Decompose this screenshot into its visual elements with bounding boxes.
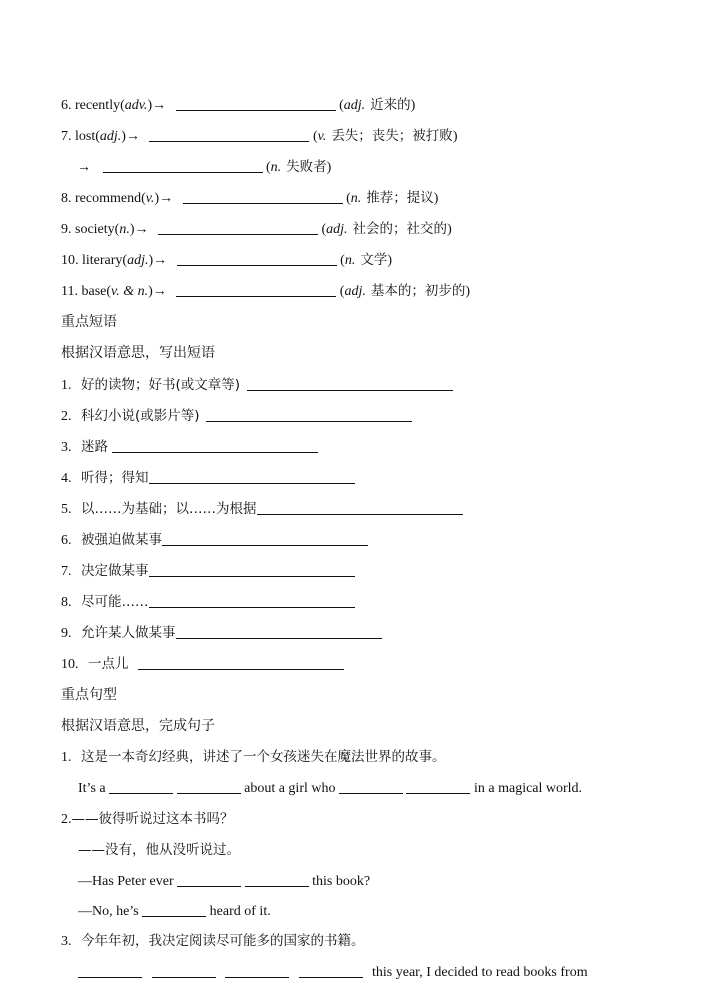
item-number: 7. — [61, 129, 72, 144]
vocab-item-8: 8. recommend(v.)→ (n. 推荐；提议) — [61, 190, 439, 206]
answer-blank[interactable] — [183, 189, 343, 204]
sentence-prompt: 这是一本奇幻经典，讲述了一个女孩迷失在魔法世界的故事。 — [81, 749, 446, 765]
arrow-icon: → — [77, 160, 91, 175]
answer-blank[interactable] — [177, 251, 337, 266]
phrase-prompt: 好的读物；好书(或文章等) — [81, 377, 241, 393]
answer-blank[interactable] — [299, 963, 363, 978]
hint-meaning: 丢失；丧失；被打败 — [331, 128, 453, 144]
sentence-text: —No, he’s — [78, 904, 139, 919]
arrow-icon: → — [153, 253, 168, 268]
phrase-item-6 — [61, 531, 368, 550]
vocab-word: base( — [81, 284, 112, 299]
hint-pos: n. — [350, 191, 362, 206]
sentence-text: heard of it. — [209, 904, 271, 919]
hint-meaning: 近来的 — [370, 97, 411, 113]
phrase-item-2 — [61, 407, 412, 426]
sentence-prompt: ——彼得听说过这本书吗？ — [71, 811, 234, 827]
vocab-word: recently( — [75, 98, 125, 113]
vocab-item-7: 7. lost(adj.)→ (v. 丢失；丧失；被打败) — [61, 128, 458, 144]
paren-close: ) — [148, 253, 154, 268]
answer-blank[interactable] — [257, 500, 463, 515]
sentence-prompt: ——没有，他从没听说过。 — [78, 842, 240, 858]
phrase-item-3 — [61, 438, 318, 457]
item-number: 7. — [61, 564, 72, 579]
item-number: 3. — [61, 934, 72, 949]
item-number: 8. — [61, 595, 72, 610]
answer-blank[interactable] — [176, 282, 336, 297]
answer-blank[interactable] — [177, 872, 241, 887]
phrases-heading: 重点短语 — [61, 314, 117, 330]
hint-meaning: 失败者 — [286, 159, 327, 175]
item-number: 4. — [61, 471, 72, 486]
phrase-prompt: 听得；得知 — [81, 470, 149, 486]
answer-blank[interactable] — [162, 531, 368, 546]
sentences-instruction: 根据汉语意思，完成句子 — [61, 718, 215, 734]
item-number: 6. — [61, 98, 72, 113]
sentence-text: this year, I decided to read books from — [372, 965, 588, 980]
hint-pos: v. — [317, 129, 327, 144]
item-number: 10. — [61, 253, 79, 268]
phrase-item-10 — [61, 655, 344, 674]
phrase-prompt: 决定做某事 — [81, 563, 149, 579]
item-number: 8. — [61, 191, 72, 206]
sentence-3-en — [78, 963, 588, 982]
phrase-prompt: 一点儿 — [88, 656, 129, 672]
paren-close: ) — [121, 129, 126, 144]
answer-blank[interactable] — [339, 779, 403, 794]
answer-blank[interactable] — [138, 655, 344, 670]
vocab-item-6: 6. recently(adv.)→ (adj. 近来的) — [61, 97, 416, 113]
phrase-item-5 — [61, 500, 463, 519]
item-number: 6. — [61, 533, 72, 548]
vocab-item-9: 9. society(n.)→ (adj. 社会的；社交的) — [61, 221, 452, 237]
sentence-2-cn-answer — [78, 841, 240, 860]
answer-blank[interactable] — [109, 779, 173, 794]
sentence-text: It’s a — [78, 781, 106, 796]
sentence-prompt: 今年年初，我决定阅读尽可能多的国家的书籍。 — [81, 933, 365, 949]
hint-pos: n. — [270, 160, 282, 175]
vocab-item-10: 10. literary(adj.)→ (n. 文学) — [61, 252, 392, 268]
part-of-speech: adj. — [99, 129, 122, 144]
answer-blank[interactable] — [149, 469, 355, 484]
sentence-3-cn — [61, 932, 365, 951]
sentence-text: this book? — [312, 874, 371, 889]
phrase-item-8 — [61, 593, 355, 612]
phrase-item-4 — [61, 469, 355, 488]
answer-blank[interactable] — [142, 902, 206, 917]
hint-meaning: 推荐；提议 — [366, 190, 434, 206]
item-number: 5. — [61, 502, 72, 517]
phrase-prompt: 允许某人做某事 — [81, 625, 176, 641]
phrase-item-9 — [61, 624, 382, 643]
phrase-prompt: 以……为基础；以……为根据 — [81, 501, 257, 517]
sentence-text: about a girl who — [244, 781, 336, 796]
answer-blank[interactable] — [245, 872, 309, 887]
hint-pos: n. — [344, 253, 356, 268]
answer-blank[interactable] — [247, 376, 453, 391]
sentence-2-num — [61, 810, 234, 829]
phrase-prompt: 尽可能…… — [81, 594, 149, 610]
item-number: 10. — [61, 657, 79, 672]
answer-blank[interactable] — [149, 562, 355, 577]
answer-blank[interactable] — [206, 407, 412, 422]
vocab-item-7b: → (n. 失败者) — [77, 159, 332, 175]
answer-blank[interactable] — [149, 127, 309, 142]
phrase-item-7 — [61, 562, 355, 581]
paren-close: ) — [129, 222, 135, 237]
hint-pos: adj. — [343, 98, 366, 113]
phrases-instruction: 根据汉语意思，写出短语 — [61, 345, 215, 361]
vocab-word: literary( — [82, 253, 128, 268]
answer-blank[interactable] — [176, 96, 336, 111]
hint-meaning: 社会的；社交的 — [352, 221, 448, 237]
phrase-prompt: 被强迫做某事 — [81, 532, 162, 548]
item-number: 2. — [61, 812, 72, 827]
paren-close: ) — [147, 98, 153, 113]
part-of-speech: v. — [145, 191, 155, 206]
answer-blank[interactable] — [149, 593, 355, 608]
part-of-speech: v. & n. — [111, 284, 149, 299]
sentence-text: in a magical world. — [473, 781, 583, 796]
phrase-prompt: 科幻小说(或影片等) — [81, 408, 200, 424]
part-of-speech: n. — [119, 222, 130, 237]
answer-blank[interactable] — [78, 963, 142, 978]
hint-meaning: 文学 — [360, 252, 388, 268]
item-number: 2. — [61, 409, 72, 424]
sentences-heading: 重点句型 — [61, 687, 117, 703]
hint-meaning: 基本的；初步的 — [370, 283, 466, 299]
phrase-prompt: 迷路 — [81, 439, 108, 455]
item-number: 3. — [61, 440, 72, 455]
hint-pos: adj. — [344, 284, 366, 299]
answer-blank[interactable] — [158, 220, 318, 235]
vocab-word: lost( — [75, 129, 100, 144]
item-number: 9. — [61, 222, 72, 237]
answer-blank[interactable] — [103, 158, 263, 173]
vocab-item-11: 11. base(v. & n.)→ (adj. 基本的；初步的) — [61, 283, 471, 299]
part-of-speech: adv. — [124, 98, 148, 113]
arrow-icon: → — [152, 284, 167, 299]
arrow-icon: → — [152, 98, 167, 113]
hint-pos: adj. — [326, 222, 348, 237]
vocab-word: society( — [75, 222, 120, 237]
answer-blank[interactable] — [176, 624, 382, 639]
arrow-icon: → — [159, 191, 174, 206]
sentence-2-en-question — [78, 872, 370, 891]
answer-blank[interactable] — [406, 779, 470, 794]
sentence-1-en — [78, 779, 582, 798]
paren-close: ) — [148, 284, 153, 299]
sentence-2-en-answer — [78, 902, 271, 921]
answer-blank[interactable] — [152, 963, 216, 978]
sentence-text: —Has Peter ever — [78, 874, 174, 889]
part-of-speech: adj. — [127, 253, 149, 268]
answer-blank[interactable] — [112, 438, 318, 453]
arrow-icon: → — [125, 129, 140, 144]
item-number: 1. — [61, 750, 72, 765]
answer-blank[interactable] — [225, 963, 289, 978]
paren-close: ) — [154, 191, 160, 206]
phrase-item-1 — [61, 376, 453, 395]
answer-blank[interactable] — [177, 779, 241, 794]
vocab-word: recommend( — [75, 191, 146, 206]
item-number: 1. — [61, 378, 72, 393]
item-number: 9. — [61, 626, 72, 641]
arrow-icon: → — [134, 222, 149, 237]
sentence-1-cn — [61, 748, 446, 767]
item-number: 11. — [61, 284, 78, 299]
